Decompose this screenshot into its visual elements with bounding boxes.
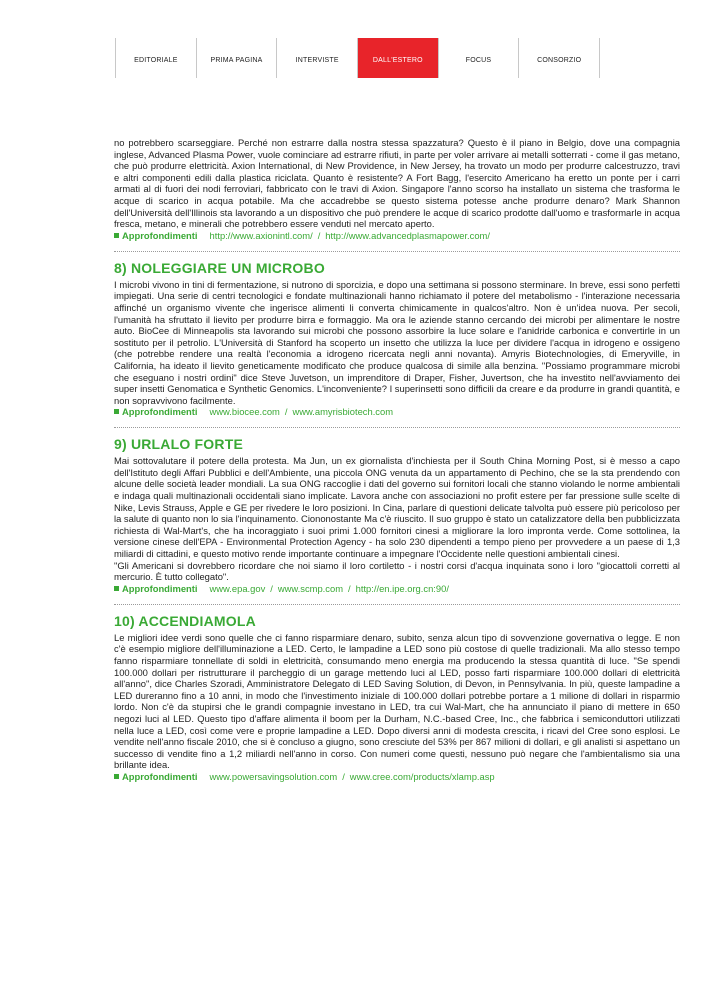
green-square-icon — [114, 586, 119, 591]
link-separator: / — [317, 229, 321, 241]
link[interactable]: www.biocee.com — [209, 406, 280, 418]
links-label: Approfondimenti — [122, 406, 198, 418]
section-divider — [114, 427, 680, 428]
links-row — [114, 583, 680, 595]
section-text-continuation: no potrebbero scarseggiare. Perché non estrarre dalla nostra stessa spazzatura? Questo è il piano in Belgio, dove una compagnia inglese, Advanced Plasma Power, vuole cominciare ad estrarre rifiuti, in parte per voler arrivare ai metalli sotterrati - come il gas metano, che può produrre elettricità. Axion International, di New Providence, in New Jersey, ha trovato un modo per produrre calcestruzzo, travi e altri componenti edili dalla plastica riciclata. Quanto è resistente? A Fort Bagg, l'esercito Americano ha eretto un ponte per i carri armati al di fuori dei nodi ferroviari, fabbricato con le travi di Axion. Singapore l'anno scorso ha installato un sistema che trasforma le acque di scarico in acqua potabile. Ma che accadrebbe se questo sistema potesse anche produrre denaro? Mark Shannon dell'Università dell'Illinois sta lavorando a un dispositivo che può prendere le acque di scarico prodotte dall'uomo e trasformarle in acqua fresca, metano, e minerali che potrebbero essere venduti nel mercato aperto. — [114, 137, 680, 230]
link-separator: / — [342, 770, 345, 782]
link[interactable]: http://www.axionintl.com/ — [209, 229, 313, 241]
nav-tab-focus[interactable]: FOCUS — [438, 38, 519, 78]
link[interactable]: http://www.advancedplasmapower.com/ — [325, 229, 490, 241]
section-title: 8) NOLEGGIARE UN MICROBO — [114, 259, 325, 276]
link[interactable]: www.amyrisbiotech.com — [292, 406, 394, 418]
link[interactable]: www.scmp.com — [277, 582, 344, 594]
top-navigation — [115, 38, 600, 78]
link-separator: / — [270, 582, 273, 594]
section-divider — [114, 604, 680, 605]
article-body — [114, 137, 680, 783]
nav-tab-consorzio[interactable]: CONSORZIO — [518, 38, 600, 78]
section-title: 9) URLALO FORTE — [114, 436, 243, 453]
nav-tab-prima-pagina[interactable]: PRIMA PAGINA — [196, 38, 277, 78]
links-row — [114, 406, 680, 418]
section-text: Mai sottovalutare il potere della protesta. Ma Jun, un ex giornalista d'inchiesta per il South China Morning Post, si è messo a capo dell'Istituto degli Affari Pubblici e dell'Ambiente, una piccola ONG venuta da un appartamento di Pechino, che se la sta prendendo con alcune delle società leader mondiali. La sua ONG raccoglie i dati del governo sui fornitori locali che stanno violando le norme ambientali e indaga quali multinazionali occidentali siano implicate. Lavora anche con associazioni no profit estere per far pressione sulle scelte di Nike, Levis Strauss, Apple e GE per rivedere le loro posizioni. In Cina, parlare di questioni delicate talvolta può essere più pericoloso per la salute di quanto non lo sia l'inquinamento. Ciononostante Ma c'è riuscito. Il suo gruppo è stato un catalizzatore della ben pubblicizzata richiesta di Wal-Mart's, che ha incoraggiato i suoi primi 1.000 fornitori cinesi a migliorare la loro impronta verde. Come sottolinea, la versione cinese dell'EPA - Environmental Protection Agency - ha solo 230 dipendenti a tempo pieno per provvedere a un paese di 1,3 miliardi di cittadini, e questo motivo rende importante continuare a impegnare l'Occidente nelle questioni ambientali cinesi. "Gli Americani si dovrebbero ricordare che noi siamo il loro cortiletto - i nostri corsi d'acqua inquinata sono i loro "giocattoli corretti al mercurio. È tutto collegato". — [114, 455, 680, 583]
section-divider — [114, 251, 680, 252]
link[interactable]: www.epa.gov — [209, 582, 266, 594]
link[interactable]: http://en.ipe.org.cn:90/ — [355, 582, 449, 594]
green-square-icon — [114, 233, 119, 238]
section-title: 10) ACCENDIAMOLA — [114, 612, 256, 629]
nav-tab-editoriale[interactable]: EDITORIALE — [115, 38, 196, 78]
nav-tab-interviste[interactable]: INTERVISTE — [276, 38, 357, 78]
link[interactable]: www.cree.com/products/xlamp.asp — [349, 770, 495, 782]
nav-tab-dall-estero[interactable]: DALL'ESTERO — [357, 38, 438, 78]
green-square-icon — [114, 774, 119, 779]
links-row — [114, 771, 680, 783]
link[interactable]: www.powersavingsolution.com — [209, 770, 338, 782]
links-label: Approfondimenti — [122, 582, 198, 594]
green-square-icon — [114, 409, 119, 414]
links-label: Approfondimenti — [122, 770, 198, 782]
links-row — [114, 230, 680, 242]
section-text: I microbi vivono in tini di fermentazione, si nutrono di sporcizia, e dopo una settimana si possono sterminare. In breve, essi sono perfetti impiegati. Una serie di centri tecnologici e fondate multinazionali hanno richiamato il potere del metabolismo - l'interazione necessaria affinché un organismo vivente che ingerisce alimenti li converta chimicamente in qualcos'altro. Non è un'idea nuova. Per secoli, l'umanità ha sfruttato il lievito per produrre birra e formaggio. Ma ora le aziende stanno cercando dei microbi per alimentare le nostre auto. BioCee di Minneapolis sta lavorando sui microbi che possono assorbire la luce solare e l'anidride carbonica e convertirle in un sostituto per il petrolio. L'Università di Stanford ha scoperto un insetto che utilizza la luce per dividere l'acqua in idrogeno e ossigeno (che potrebbe rendere una realtà l'economia a idrogeno ricercata negli anni novanta). Amyris Biotechnologies, di Emeryville, in California, ha ideato il lievito geneticamente modificato che produce qualcosa di simile alla benzina. "Possiamo programmare microbi che eseguano i nostri ordini" dice Steve Juvetson, un imprenditore di Draper, Fisher, Juvertson, che ha investito nell'avviamento dei super insetti Genomatica e Synthetic Genomics. L'inconveniente? I superinsetti sono difficili da creare e da produrre in grandi quantità, e non sopravvivono facilmente. — [114, 278, 680, 406]
section-text: Le migliori idee verdi sono quelle che ci fanno risparmiare denaro, subito, senza alcun tipo di sovvenzione governativa o legge. E non c'è esempio migliore dell'illuminazione a LED. Certo, le lampadine a LED sono più costose di quelle tradizionali. Ma allo stesso tempo fanno risparmiare tonnellate di soldi in elettricità, consumando meno energia ma producendo la stessa quantità di luce. "Se spendi 100.000 dollari per ristrutturare il parcheggio di un garage mettendo luci al LED, posso farti risparmiare 100.000 dollari di elettricità all'anno", dice Charles Szoradi, Amministratore Delegato di LED Saving Solution, di Devon, in Pennsylvania. In più, queste lampadine a LED dureranno fino a 10 anni, in modo che l'investimento iniziale di 100.000 dollari potrebbe portare a 1 milione di dollari in risparmio lordo. Non c'è da stupirsi che le grandi compagnie investano in LED, tra cui Wal-Mart, che ha annunciato il piano di mettere in 650 negozi luci al LED. Questo tipo d'affare alimenta il boom per la Durham, N.C.-based Cree, Inc., che fabbrica i semiconduttori utilizzati nella luce a LED, così come vere e proprie lampadine a LED. Dopo diversi anni di modesta crescita, i ricavi del Cree sono esplosi. Le vendite nell'anno fiscale 2010, che si è concluso a giugno, sono cresciute del 53% per 867 milioni di dollari, e gli analisti si aspettano un successo di vendite fino a 1,2 miliardi nell'anno in corso. Con numeri come questi, nessuno può negare che l'ambientalismo sia una brillante idea. — [114, 631, 680, 771]
links-label: Approfondimenti — [122, 229, 198, 241]
link-separator: / — [284, 406, 288, 418]
link-separator: / — [348, 582, 351, 594]
